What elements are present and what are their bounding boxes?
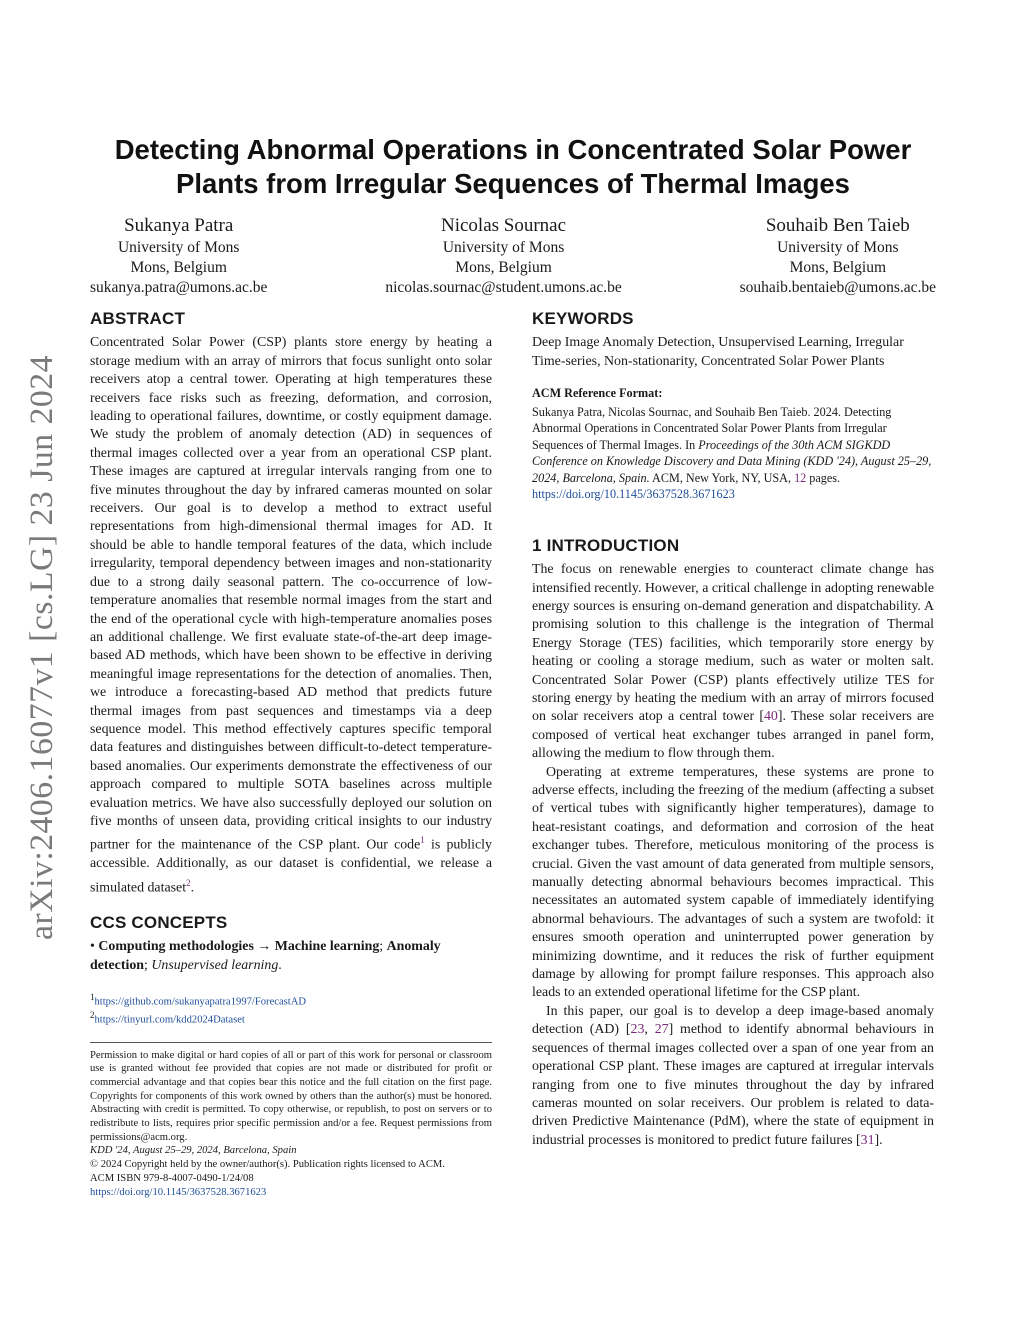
title-line-1: Detecting Abnormal Operations in Concentrated Solar Power — [114, 134, 912, 165]
footnote-link-code[interactable]: https://github.com/sukanyapatra1997/ForecastAD — [94, 996, 307, 1008]
venue: KDD '24, August 25–29, 2024, Barcelona, Spain — [90, 1145, 297, 1157]
footnotes — [90, 991, 492, 1027]
permission-block — [90, 1049, 492, 1200]
acm-ref-text — [532, 404, 934, 503]
footnote-number: 2 — [90, 1010, 95, 1021]
author-1 — [90, 214, 267, 298]
citation-27[interactable]: 27 — [654, 1022, 669, 1038]
permission-text: Permission to make digital or hard copies of all or part of this work for personal or classroom use is granted without fee provided that copies are not made or distributed for profit or commercial advantage and that copies bear this notice and the full citation on the first page. Copyrights for components of this work owned by others than the author(s) must be honored. Abstracting with credit is permitted. To copy otherwise, or republish, to post on servers or to redistribute to lists, requires prior specific permission and/or a fee. Request permissions from permissions@acm.org. — [90, 1049, 492, 1143]
footnote-ref-2[interactable]: 2 — [186, 877, 191, 888]
acm-reference — [532, 385, 934, 503]
footnote-1 — [90, 991, 492, 1009]
author-location: Mons, Belgium — [789, 259, 887, 276]
author-2 — [385, 214, 621, 298]
paper-title — [90, 133, 936, 201]
footnote-2 — [90, 1009, 492, 1027]
intro-paragraph-3 — [532, 1003, 934, 1150]
ccs-sep: ; — [379, 939, 387, 955]
acm-ref-heading: ACM Reference Format: — [532, 386, 663, 401]
acm-ref-doi-link[interactable]: https://doi.org/10.1145/3637528.3671623 — [532, 487, 735, 502]
ccs-concept-4: Unsupervised learning — [151, 957, 279, 973]
intro-paragraph-2: Operating at extreme temperatures, these systems are prone to adverse effects, including the freezing of the medium (affecting a subset of vertical tubes with significantly higher temperatures), damage to heat-resistant coatings, and deformation and corrosion of the heat exchanger tubes. Therefore, meticulous monitoring of the process is crucial. Given the vast amount of data generated from multiple sensors, manually detecting abnormal behaviours becomes impractical. This necessitates an automated system capable of immediately identifying abnormal behaviours. The advantages of such a system are twofold: it ensures smooth operation and uninterrupted power generation by minimizing downtime, and it reduces the risk of further equipment damage by allowing for prompt failure responses. This approach also leads to an extended operational lifetime for the CSP plant. — [532, 764, 934, 1001]
acm-ref-part: Sukanya Patra, Nicolas Sournac, and Souhaib Ben Taieb. 2024. Detecting Abnormal Operations in Concentrated Solar Power Plants from Irregular Sequences of Thermal Images. In — [532, 404, 892, 452]
ccs-sep: ; — [144, 957, 152, 973]
acm-ref-part: pages. — [806, 470, 841, 485]
ccs-concept-1: Computing methodologies — [98, 939, 254, 955]
ccs-arrow: → — [253, 939, 275, 955]
intro-text: The focus on renewable energies to counteract climate change has intensified recently. However, a critical challenge in adopting renewable energy sources is ensuring on-demand generation and dispatchability. A promising solution to this challenge is the integration of Thermal Energy Storage (TES) facilities, which temporarily store energy by heating or cooling a storage medium, such as water or molten salt. Concentrated Solar Power (CSP) plants effectively utilize TES for storing energy by heating the medium with an array of mirrors focused on solar receivers atop a central tower [ — [532, 562, 934, 725]
intro-text: In this paper, our goal is to develop a deep image-based anomaly detection (AD) [ — [532, 1003, 934, 1038]
citation-23[interactable]: 23 — [630, 1022, 645, 1038]
arxiv-stamp-text: arXiv:2406.16077v1 [cs.LG] 23 Jun 2024 — [24, 367, 60, 940]
ccs-concept-3: Anomaly detection — [90, 939, 441, 973]
author-name: Souhaib Ben Taieb — [765, 215, 910, 236]
left-column — [90, 310, 492, 1199]
author-location: Mons, Belgium — [455, 259, 552, 276]
intro-text: ]. These solar receivers are composed of vertical heat exchanger tubes arranged in panel form, allowing the medium to flow through them. — [532, 709, 934, 762]
ccs-heading: CCS CONCEPTS — [90, 912, 228, 932]
author-email: nicolas.sournac@student.umons.ac.be — [385, 279, 622, 296]
author-location: Mons, Belgium — [130, 259, 227, 276]
ccs-concept-2: Machine learning — [274, 939, 380, 955]
footnote-number: 1 — [90, 992, 95, 1003]
abstract-end: . — [190, 880, 195, 896]
footnote-link-dataset[interactable]: https://tinyurl.com/kdd2024Dataset — [94, 1014, 245, 1026]
intro-paragraph-1 — [532, 561, 934, 763]
divider — [90, 1042, 492, 1043]
arxiv-stamp — [14, 355, 64, 940]
intro-heading: 1 INTRODUCTION — [532, 535, 680, 555]
abstract-main: Concentrated Solar Power (CSP) plants store energy by heating a storage medium with an array of mirrors that focus sunlight onto solar receivers atop a central tower. Operating at high temperatures these receivers face risks such as freezing, deformation, and corrosion, leading to operational failures, downtime, or costly equipment damage. We study the problem of anomaly detection (AD) in sequences of thermal images collected over a year from an operational CSP plant. These images are captured at irregular intervals ranging from one to five minutes throughout the day by infrared cameras mounted on solar receivers. Our goal is to develop a method to extract useful representations from high-dimensional thermal images for AD. It should be able to handle temporal features of the data, which include irregularity, temporal dependency between images and non-stationarity due to a strong daily seasonal pattern. The co-occurrence of low-temperature anomalies that resemble normal images from the start and the end of the operational cycle with high-temperature anomalies poses an additional challenge. We first evaluate state-of-the-art deep image-based AD methods, which have been shown to be effective in deriving meaningful image representations for the detection of anomalies. Then, we introduce a forecasting-based AD method that predicts future thermal images from past sequences and timestamps via a deep sequence model. This method effectively captures specific temporal data features and distinguishes between difficult-to-detect temperature-based anomalies. Our experiments demonstrate the effectiveness of our approach compared to multiple SOTA baselines across multiple evaluation metrics. We have also successfully deployed our solution on five months of unseen data, providing critical insights to our industry partner for the maintenance of the CSP plant. Our code — [90, 335, 492, 853]
copyright: © 2024 Copyright held by the owner/author(s). Publication rights licensed to ACM. — [90, 1159, 445, 1171]
author-affiliation: University of Mons — [117, 239, 240, 256]
author-name: Nicolas Sournac — [440, 215, 567, 236]
abstract-mid: is publicly accessible. Additionally, as our dataset is confidential, we release a simulated dataset — [90, 838, 492, 896]
intro-text: ]. — [874, 1132, 883, 1148]
author-affiliation: University of Mons — [777, 239, 899, 256]
ccs-end: . — [278, 957, 282, 973]
isbn: ACM ISBN 979-8-4007-0490-1/24/08 — [90, 1172, 254, 1184]
author-name: Sukanya Patra — [124, 215, 234, 236]
doi-link[interactable]: https://doi.org/10.1145/3637528.3671623 — [90, 1186, 267, 1198]
author-block — [90, 214, 936, 298]
keywords-heading: KEYWORDS — [532, 309, 634, 328]
author-affiliation: University of Mons — [442, 239, 565, 256]
abstract-heading: ABSTRACT — [90, 309, 186, 328]
author-3 — [740, 214, 936, 298]
acm-ref-part: ACM, New York, NY, USA, — [649, 470, 795, 485]
acm-ref-venue: Proceedings of the 30th ACM SIGKDD Conference on Knowledge Discovery and Data Mining (KDD '24), August 25–29, 2024, Barcelona, Spain. — [532, 437, 932, 485]
acm-ref-pages-link[interactable]: 12 — [794, 470, 807, 485]
citation-31[interactable]: 31 — [860, 1132, 875, 1148]
citation-40[interactable]: 40 — [763, 709, 778, 725]
citation-sep: , — [644, 1022, 655, 1038]
abstract-text — [90, 334, 492, 897]
author-email: sukanya.patra@umons.ac.be — [90, 279, 268, 296]
right-column — [532, 310, 934, 1150]
footnote-ref-1[interactable]: 1 — [420, 835, 425, 846]
intro-text: ] method to identify abnormal behaviours in sequences of thermal images collected over a span of one year from an operational CSP plant. These images are captured at irregular intervals ranging from one to five minutes throughout the day by infrared cameras mounted on solar receivers. Our problem is related to data-driven Predictive Maintenance (PdM), where the state of equipment in industrial processes is monitored to predict future failures [ — [532, 1022, 934, 1148]
keywords-text: Deep Image Anomaly Detection, Unsupervised Learning, Irregular Time-series, Non-stationarity, Concentrated Solar Power Plants — [532, 335, 904, 369]
ccs-bullet: • — [90, 939, 99, 955]
ccs-concepts — [90, 938, 492, 975]
author-email: souhaib.bentaieb@umons.ac.be — [739, 279, 936, 296]
title-line-2: Plants from Irregular Sequences of Thermal Images — [176, 168, 850, 199]
